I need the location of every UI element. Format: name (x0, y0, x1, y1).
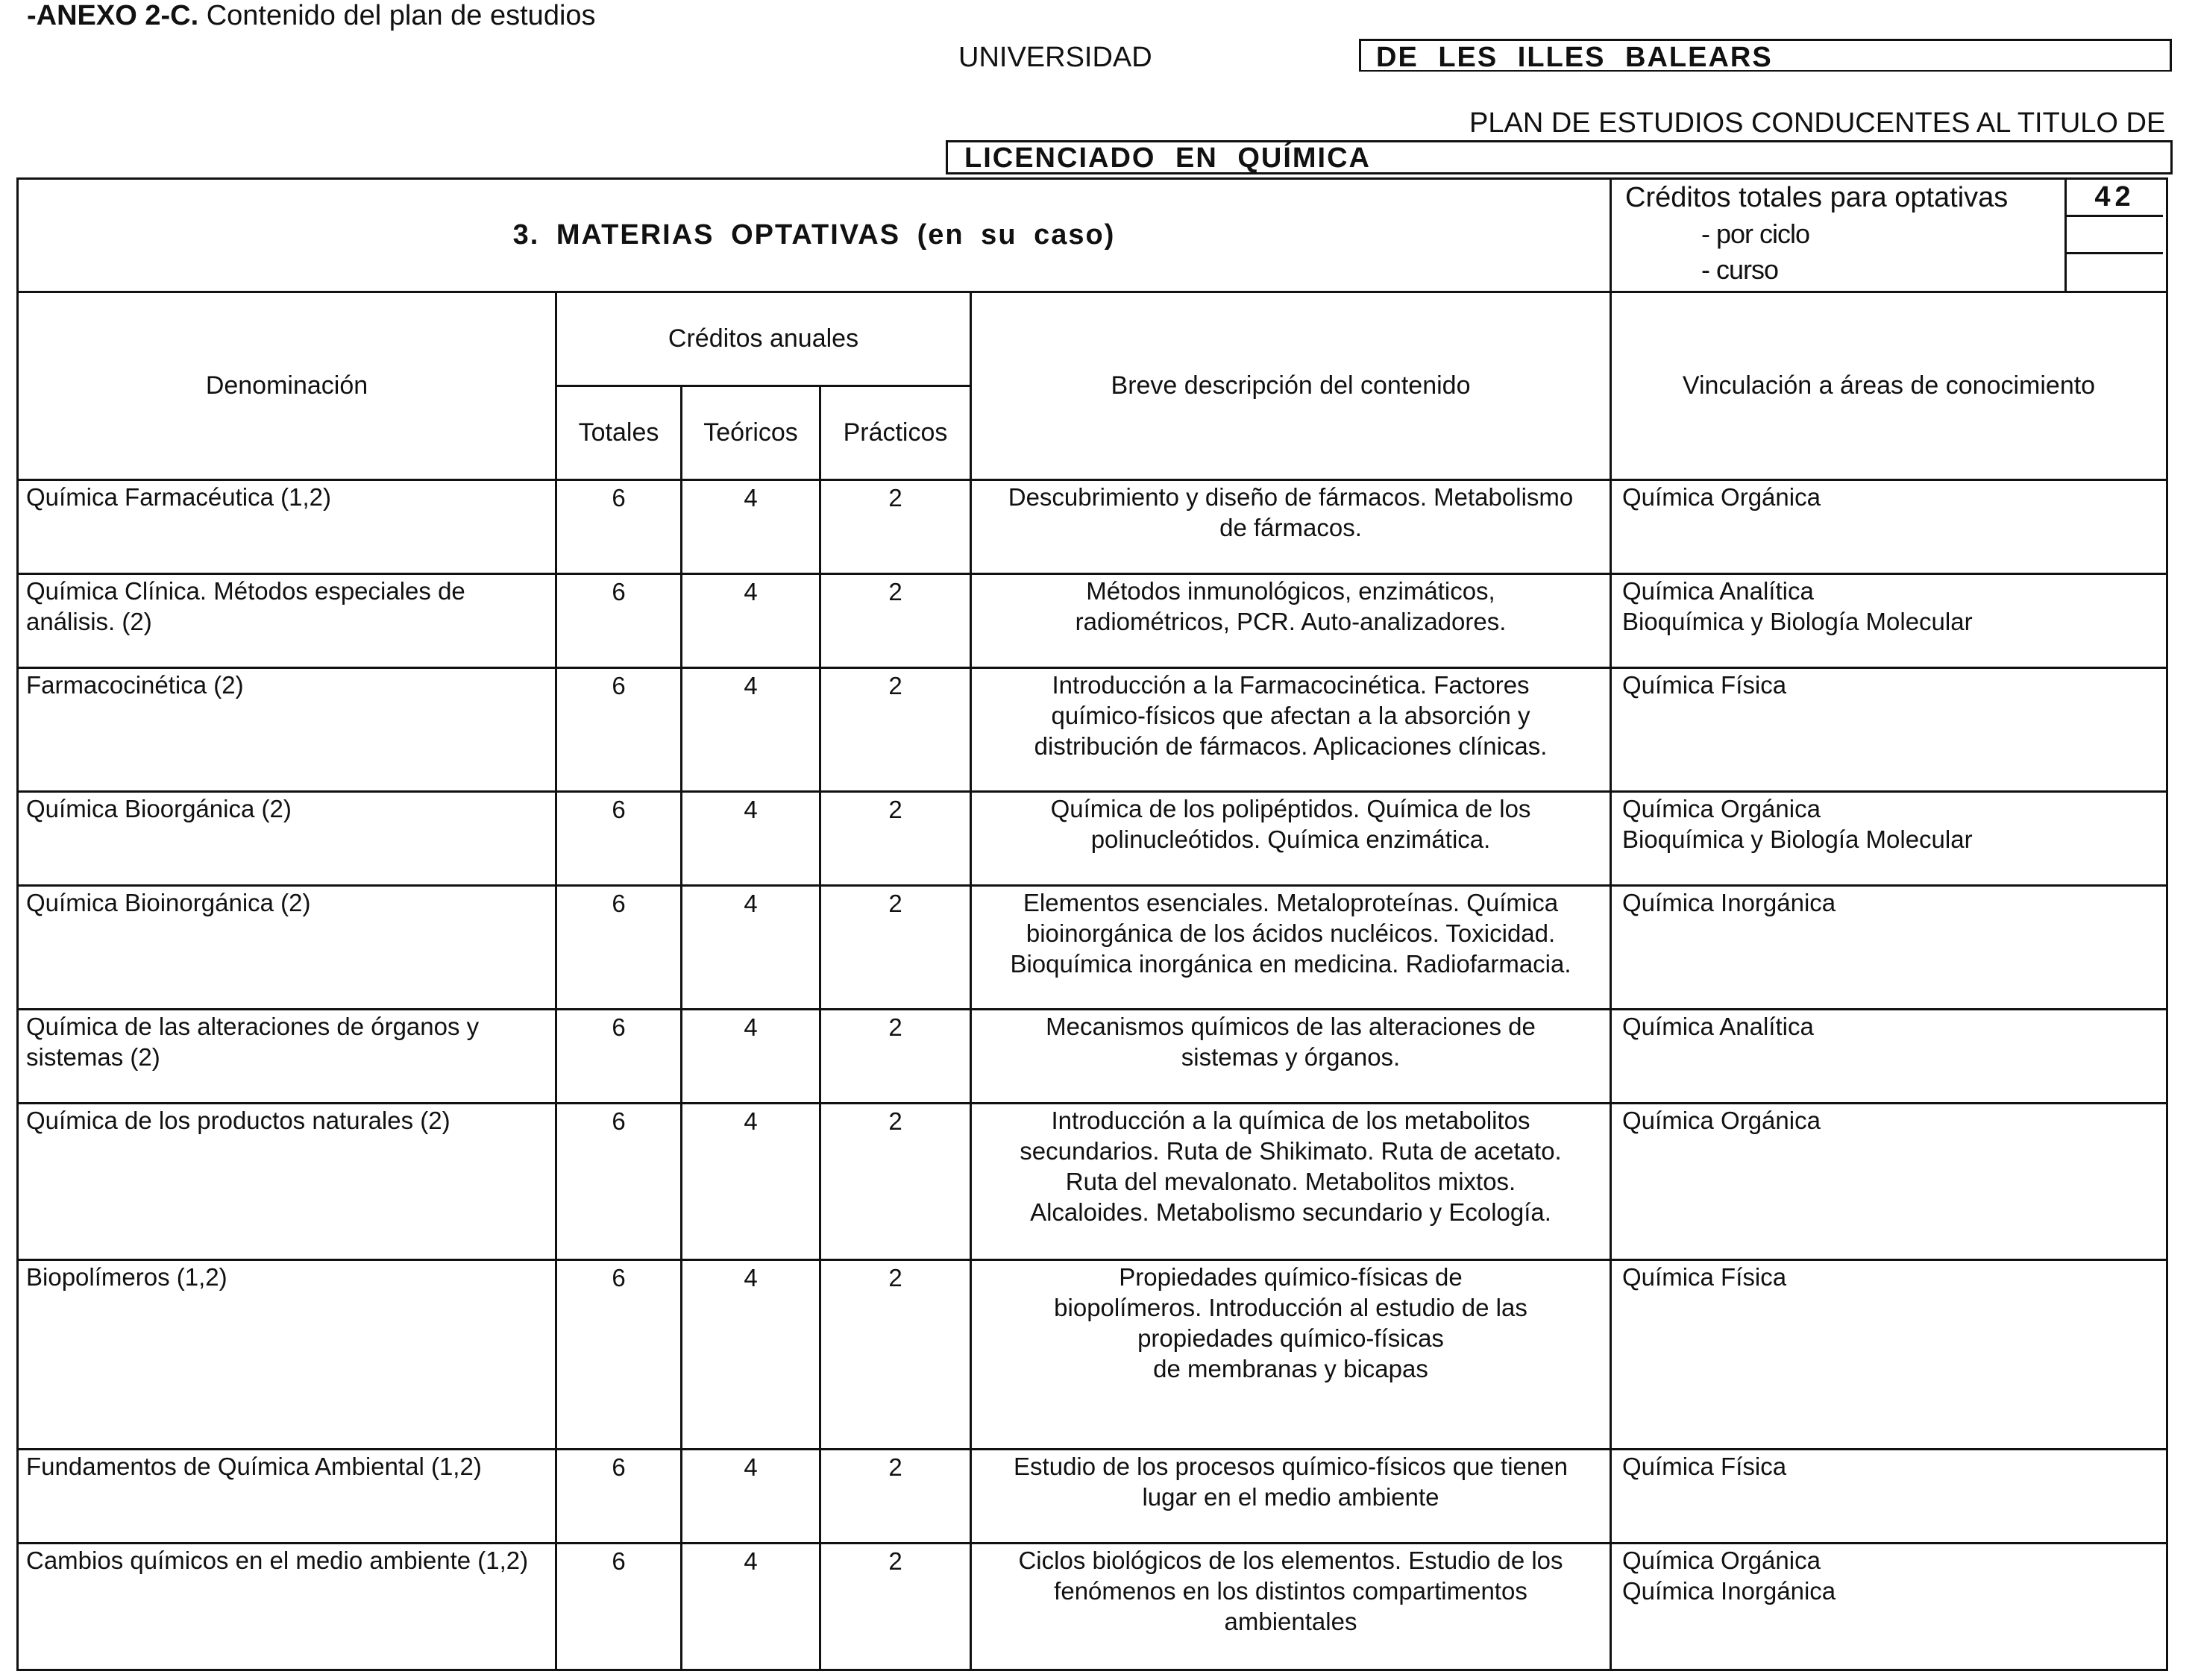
knowledge-areas (1611, 792, 2167, 886)
knowledge-area: Química Física (1622, 1453, 1787, 1480)
subject-name: Cambios químicos en el medio ambiente (1,2) (18, 1544, 556, 1670)
table-row (18, 1450, 2167, 1544)
description-line: Elementos esenciales. Metaloproteínas. Química (1023, 889, 1559, 916)
knowledge-areas (1611, 574, 2167, 668)
subject-name: Química Farmacéutica (1,2) (18, 480, 556, 574)
credits-total: 6 (556, 1260, 682, 1450)
table-row (18, 1544, 2167, 1670)
credits-practice: 2 (820, 1450, 971, 1544)
subject-description (971, 480, 1611, 574)
subject-name: Química Clínica. Métodos especiales de análisis. (2) (18, 574, 556, 668)
knowledge-area: Química Analítica (1622, 1013, 1814, 1040)
description-line: lugar en el medio ambiente (1142, 1483, 1439, 1511)
col-header-vinculacion: Vinculación a áreas de conocimiento (1611, 292, 2167, 480)
knowledge-area: Química Física (1622, 1263, 1787, 1291)
knowledge-areas (1611, 1010, 2167, 1104)
subject-description (971, 668, 1611, 792)
col-header-descripcion: Breve descripción del contenido (971, 292, 1611, 480)
knowledge-area: Bioquímica y Biología Molecular (1622, 825, 1973, 853)
knowledge-area: Química Orgánica (1622, 1547, 1821, 1574)
credits-theory: 4 (682, 1450, 820, 1544)
description-line: propiedades químico-físicas (1137, 1324, 1444, 1352)
subject-name: Fundamentos de Química Ambiental (1,2) (18, 1450, 556, 1544)
credits-theory: 4 (682, 886, 820, 1010)
col-header-totales: Totales (556, 386, 682, 480)
table-row (18, 480, 2167, 574)
credits-practice: 2 (820, 886, 971, 1010)
description-line: Química de los polipéptidos. Química de los (1050, 795, 1531, 822)
knowledge-area: Química Física (1622, 671, 1787, 699)
description-line: ambientales (1224, 1608, 1357, 1635)
table-row (18, 1104, 2167, 1260)
subject-description (971, 1010, 1611, 1104)
table-row (18, 1010, 2167, 1104)
annex-heading (27, 0, 596, 32)
subject-name: Química de los productos naturales (2) (18, 1104, 556, 1260)
col-header-denominacion: Denominación (18, 292, 556, 480)
description-line: sistemas y órganos. (1181, 1043, 1401, 1071)
credits-total: 6 (556, 574, 682, 668)
description-line: de fármacos. (1219, 514, 1362, 541)
per-course-label: - curso (1701, 254, 1779, 285)
university-label: UNIVERSIDAD (958, 42, 1152, 73)
university-value-box: DE LES ILLES BALEARS (1359, 39, 2172, 72)
knowledge-area: Química Orgánica (1622, 1107, 1821, 1134)
subject-name: Farmacocinética (2) (18, 668, 556, 792)
credits-theory: 4 (682, 792, 820, 886)
per-course-value (2064, 254, 2163, 292)
description-line: Estudio de los procesos químico-físicos que tienen (1014, 1453, 1568, 1480)
degree-title-box: LICENCIADO EN QUÍMICA (946, 140, 2173, 174)
subject-name: Química Bioinorgánica (2) (18, 886, 556, 1010)
optional-subjects-table (16, 177, 2168, 1671)
table-row (18, 886, 2167, 1010)
knowledge-areas (1611, 480, 2167, 574)
description-line: Bioquímica inorgánica en medicina. Radiofarmacia. (1010, 950, 1571, 978)
description-line: fenómenos en los distintos compartimentos (1054, 1577, 1527, 1605)
total-optional-credits-label: Créditos totales para optativas (1625, 182, 2009, 213)
column-header-row (18, 292, 2167, 386)
credits-total: 6 (556, 1450, 682, 1544)
credits-theory: 4 (682, 1544, 820, 1670)
knowledge-area: Química Inorgánica (1622, 889, 1836, 916)
description-line: Mecanismos químicos de las alteraciones de (1046, 1013, 1536, 1040)
subject-description (971, 1104, 1611, 1260)
credits-theory: 4 (682, 480, 820, 574)
per-cycle-label: - por ciclo (1701, 218, 1810, 249)
credits-total: 6 (556, 1544, 682, 1670)
knowledge-area: Química Orgánica (1622, 795, 1821, 822)
credits-theory: 4 (682, 1260, 820, 1450)
knowledge-areas (1611, 886, 2167, 1010)
credits-total: 6 (556, 1010, 682, 1104)
table-row (18, 668, 2167, 792)
description-line: Ciclos biológicos de los elementos. Estudio de los (1018, 1547, 1563, 1574)
knowledge-areas (1611, 1450, 2167, 1544)
credits-theory: 4 (682, 574, 820, 668)
knowledge-areas (1611, 1260, 2167, 1450)
credits-practice: 2 (820, 1104, 971, 1260)
knowledge-areas (1611, 668, 2167, 792)
credits-practice: 2 (820, 1010, 971, 1104)
credits-theory: 4 (682, 1010, 820, 1104)
description-line: Descubrimiento y diseño de fármacos. Metabolismo (1008, 483, 1574, 511)
credits-theory: 4 (682, 1104, 820, 1260)
subject-description (971, 792, 1611, 886)
credits-total: 6 (556, 792, 682, 886)
description-line: secundarios. Ruta de Shikimato. Ruta de acetato. (1020, 1137, 1562, 1165)
subject-name: Biopolímeros (1,2) (18, 1260, 556, 1450)
table-row (18, 1260, 2167, 1450)
knowledge-area: Bioquímica y Biología Molecular (1622, 608, 1973, 635)
annex-number: -ANEXO 2-C. (27, 0, 199, 31)
subject-name: Química Bioorgánica (2) (18, 792, 556, 886)
description-line: Alcaloides. Metabolismo secundario y Ecología. (1030, 1198, 1551, 1226)
subject-description (971, 886, 1611, 1010)
description-line: químico-físicos que afectan a la absorción y (1051, 702, 1530, 729)
subject-name: Química de las alteraciones de órganos y sistemas (2) (18, 1010, 556, 1104)
knowledge-areas (1611, 1104, 2167, 1260)
subject-description (971, 1450, 1611, 1544)
col-header-teoricos: Teóricos (682, 386, 820, 480)
description-line: bioinorgánica de los ácidos nucléicos. Toxicidad. (1026, 919, 1556, 947)
total-optional-credits-value: 42 (2064, 180, 2163, 217)
description-line: distribución de fármacos. Aplicaciones clínicas. (1034, 732, 1548, 760)
credits-theory: 4 (682, 668, 820, 792)
credits-total: 6 (556, 886, 682, 1010)
section-header-row (18, 179, 2167, 292)
description-line: Propiedades químico-físicas de (1119, 1263, 1463, 1291)
description-line: polinucleótidos. Química enzimática. (1090, 825, 1491, 853)
credits-practice: 2 (820, 480, 971, 574)
knowledge-area: Química Orgánica (1622, 483, 1821, 511)
knowledge-area: Química Inorgánica (1622, 1577, 1836, 1605)
per-cycle-value (2064, 217, 2163, 254)
knowledge-area: Química Analítica (1622, 577, 1814, 605)
description-line: biopolímeros. Introducción al estudio de las (1054, 1294, 1527, 1321)
credits-practice: 2 (820, 1260, 971, 1450)
description-line: Métodos inmunológicos, enzimáticos, (1086, 577, 1495, 605)
credits-total: 6 (556, 668, 682, 792)
section-title: 3. MATERIAS OPTATIVAS (en su caso) (18, 179, 1611, 292)
subject-description (971, 1544, 1611, 1670)
credits-total: 6 (556, 1104, 682, 1260)
description-line: Introducción a la Farmacocinética. Factores (1052, 671, 1530, 699)
subject-description (971, 574, 1611, 668)
col-header-practicos: Prácticos (820, 386, 971, 480)
credits-practice: 2 (820, 668, 971, 792)
description-line: Introducción a la química de los metabolitos (1051, 1107, 1530, 1134)
table-row (18, 574, 2167, 668)
degree-plan-label: PLAN DE ESTUDIOS CONDUCENTES AL TITULO DE (1469, 107, 2166, 139)
table-row (18, 792, 2167, 886)
credits-total: 6 (556, 480, 682, 574)
credits-practice: 2 (820, 792, 971, 886)
subject-description (971, 1260, 1611, 1450)
col-header-creditos-anuales: Créditos anuales (556, 292, 971, 386)
credits-practice: 2 (820, 1544, 971, 1670)
description-line: de membranas y bicapas (1153, 1355, 1428, 1382)
description-line: Ruta del mevalonato. Metabolitos mixtos. (1065, 1168, 1516, 1195)
annex-subtitle: Contenido del plan de estudios (198, 0, 596, 31)
description-line: radiométricos, PCR. Auto-analizadores. (1075, 608, 1507, 635)
credits-practice: 2 (820, 574, 971, 668)
knowledge-areas (1611, 1544, 2167, 1670)
credits-panel (1611, 179, 2167, 292)
